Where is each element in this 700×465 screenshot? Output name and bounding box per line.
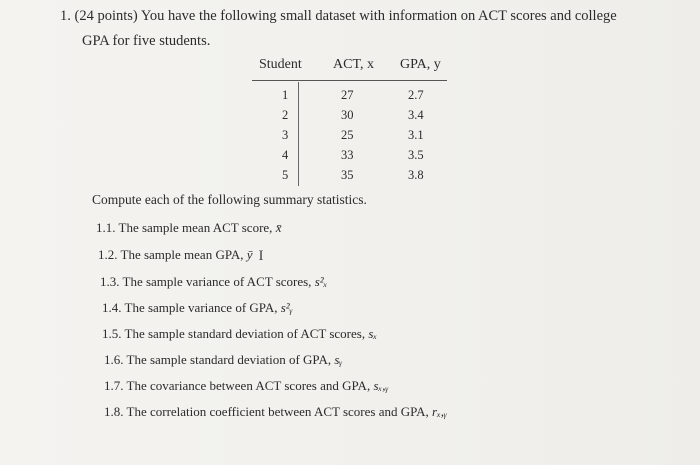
- instructions-text: Compute each of the following summary statistics.: [92, 192, 367, 207]
- statistic-item-symbol: ȳ: [246, 247, 253, 262]
- table-cell-gpa: 3.1: [408, 128, 424, 142]
- statistic-item-symbol: s²ₓ: [314, 274, 328, 289]
- table-cell-gpa: 3.5: [408, 148, 424, 162]
- statistic-item: [100, 274, 327, 290]
- table-cell-act: 35: [341, 168, 354, 182]
- table-cell-student: 2: [282, 108, 289, 122]
- table-cell-gpa: 3.4: [408, 108, 424, 122]
- statistic-item-symbol: sₓ,ᵧ: [373, 378, 389, 393]
- statistic-item: [104, 404, 447, 420]
- statistic-item-text: 1.8. The correlation coefficient between ACT scores and GPA,: [104, 404, 433, 419]
- statistic-item-symbol: sₓ: [368, 326, 378, 341]
- statistic-item: [102, 300, 293, 316]
- statistic-item: [104, 352, 342, 368]
- table-header-act: ACT, x: [333, 57, 374, 72]
- statistic-item-symbol: x̄: [275, 220, 282, 235]
- table-header-gpa: GPA, y: [400, 57, 441, 72]
- statistic-item-text: 1.1. The sample mean ACT score,: [96, 220, 276, 235]
- table-cell-act: 33: [341, 148, 354, 162]
- question-text-line1: 1. (24 points) You have the following small dataset with information on ACT scores and college: [60, 8, 617, 24]
- table-cell-act: 25: [341, 128, 354, 142]
- text-cursor-icon: Ι: [258, 248, 264, 264]
- table-header-divider: [252, 80, 447, 81]
- table-column-divider: [298, 82, 299, 186]
- statistic-item-text: 1.2. The sample mean GPA,: [98, 247, 247, 262]
- table-cell-student: 5: [282, 168, 289, 182]
- statistic-item: [104, 378, 388, 394]
- statistic-item-text: 1.3. The sample variance of ACT scores,: [100, 274, 315, 289]
- table-cell-act: 27: [341, 88, 354, 102]
- statistic-item-symbol: sᵧ: [334, 352, 343, 367]
- statistic-item-symbol: rₓ,ᵧ: [432, 404, 448, 419]
- table-header-student: Student: [259, 57, 302, 72]
- question-text-line2: GPA for five students.: [82, 33, 211, 49]
- table-cell-gpa: 3.8: [408, 168, 424, 182]
- table-cell-gpa: 2.7: [408, 88, 424, 102]
- table-cell-student: 3: [282, 128, 289, 142]
- statistic-item: [96, 220, 281, 236]
- table-cell-student: 4: [282, 148, 289, 162]
- table-cell-student: 1: [282, 88, 289, 102]
- statistic-item-text: 1.7. The covariance between ACT scores and GPA,: [104, 378, 374, 393]
- statistic-item: [102, 326, 377, 342]
- statistic-item-text: 1.5. The sample standard deviation of ACT scores,: [102, 326, 369, 341]
- statistic-item: [98, 247, 264, 264]
- statistic-item-text: 1.6. The sample standard deviation of GPA,: [104, 352, 335, 367]
- statistic-item-text: 1.4. The sample variance of GPA,: [102, 300, 281, 315]
- table-cell-act: 30: [341, 108, 354, 122]
- statistic-item-symbol: s²ᵧ: [280, 300, 293, 315]
